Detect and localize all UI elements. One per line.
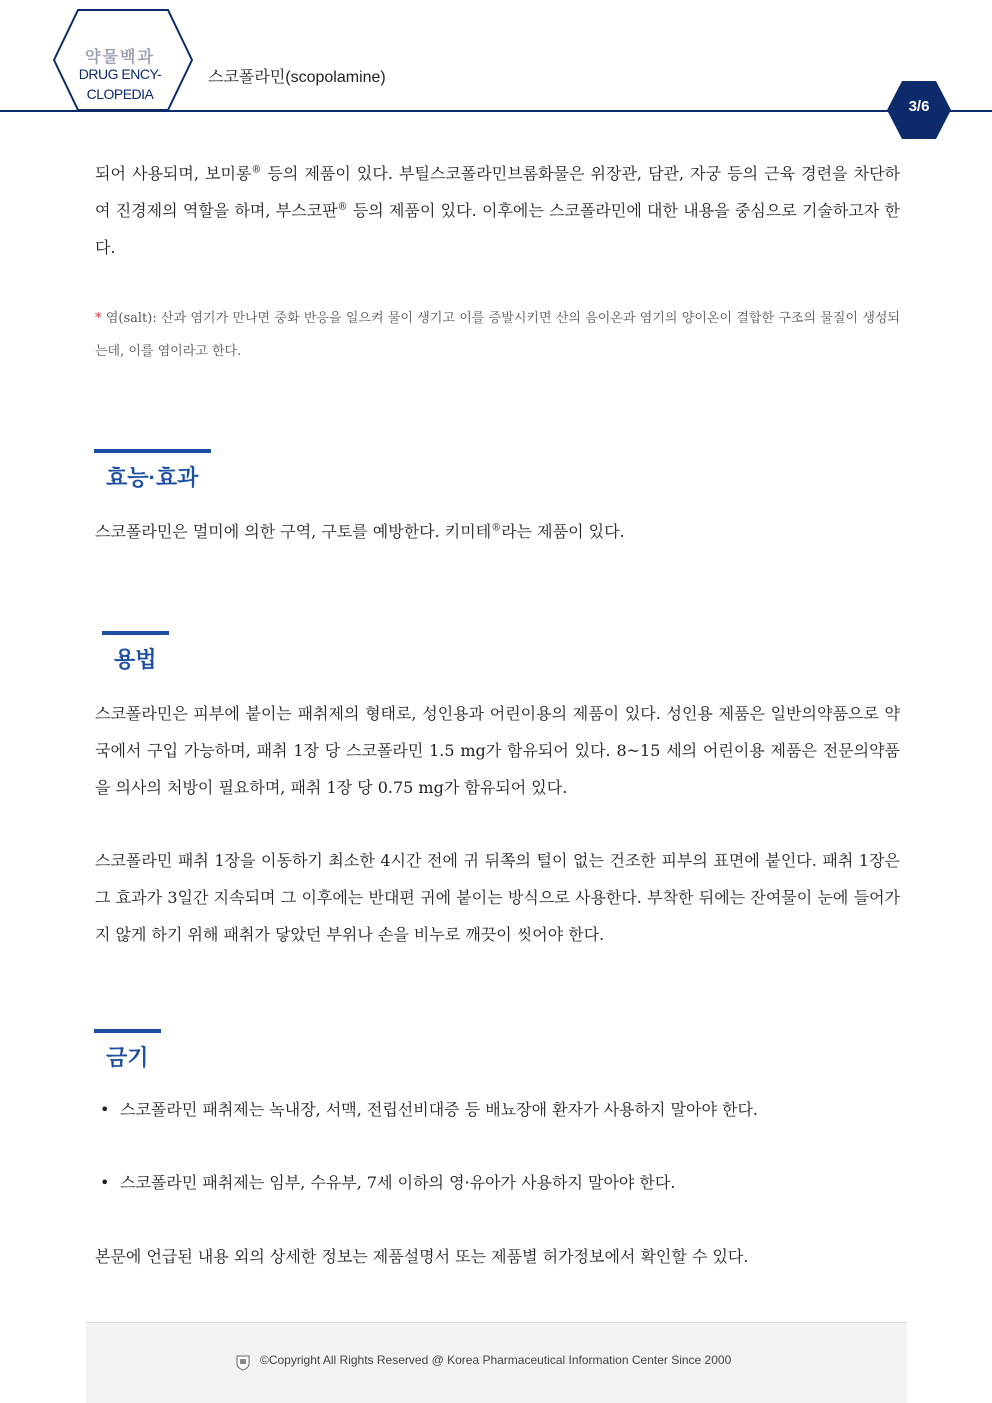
contraindications-heading: 금기	[106, 1045, 149, 1070]
document-title: 스코폴라민(scopolamine)	[208, 69, 386, 86]
usage-title-bar	[102, 631, 169, 635]
logo-english-line2: CLOPEDIA	[86, 86, 154, 102]
usage-paragraph-1: 스코폴라민은 피부에 붙이는 패취제의 형태로, 성인용과 어린이용의 제품이 있다. 성인용 제품은 일반의약품으로 약국에서 구입 가능하며, 패취 1장 당 스코폴라민 1.5 mg가 함유되어 있다. 8~15 세의 어린이용 제품은 전문의약품을 의사의 처방이 필요하며, 패취 1장 당 0.75 mg가 함유되어 있다.	[95, 704, 900, 797]
contraindications-title-bar	[94, 1029, 161, 1033]
efficacy-title-bar	[94, 449, 211, 453]
efficacy-paragraph: 스코폴라민은 멀미에 의한 구역, 구토를 예방한다. 키미테®라는 제품이 있다.	[95, 522, 625, 541]
usage-paragraph-2: 스코폴라민 패취 1장을 이동하기 최소한 4시간 전에 귀 뒤쪽의 털이 없는 건조한 피부의 표면에 붙인다. 패취 1장은 그 효과가 3일간 지속되며 그 이후에는 반대편 귀에 붙이는 방식으로 사용한다. 부착한 뒤에는 잔여물이 눈에 들어가지 않게 하기 위해 패취가 닿았던 부위나 손을 비누로 깨끗이 씻어야 한다.	[95, 851, 900, 944]
contraindication-item: • 스코폴라민 패취제는 녹내장, 서맥, 전립선비대증 등 배뇨장애 환자가 사용하지 말아야 한다.	[100, 1100, 758, 1119]
footer-copyright: ©Copyright All Rights Reserved @ Korea Pharmaceutical Information Center Since 2000	[260, 1353, 732, 1367]
footnote-asterisk: *	[95, 311, 102, 326]
contraindication-item: • 스코폴라민 패취제는 임부, 수유부, 7세 이하의 영·유아가 사용하지 말아야 한다.	[100, 1173, 676, 1192]
intro-paragraph: 되어 사용되며, 보미롱® 등의 제품이 있다. 부틸스코폴라민브롬화물은 위장관, 담관, 자궁 등의 근육 경련을 차단하여 진경제의 역할을 하며, 부스코판® 등의 제품이 있다. 이후에는 스코폴라민에 대한 내용을 중심으로 기술하고자 한다.	[95, 164, 900, 257]
efficacy-heading: 효능·효과	[106, 465, 199, 490]
page-number: 3/6	[908, 98, 930, 115]
logo-english-line1: DRUG ENCY-	[78, 66, 162, 82]
shield-icon	[236, 1355, 250, 1371]
footer	[86, 1322, 907, 1403]
salt-footnote: * 염(salt): 산과 염기가 만나면 중화 반응을 일으켜 물이 생기고 이를 증발시키면 산의 음이온과 염기의 양이온이 결합한 구조의 물질이 생성되는데, 이를 염이라고 한다.	[95, 311, 900, 359]
logo-korean: 약물백과	[85, 49, 155, 66]
closing-paragraph: 본문에 언급된 내용 외의 상세한 정보는 제품설명서 또는 제품별 허가정보에서 확인할 수 있다.	[95, 1247, 749, 1266]
usage-heading: 용법	[114, 647, 157, 672]
